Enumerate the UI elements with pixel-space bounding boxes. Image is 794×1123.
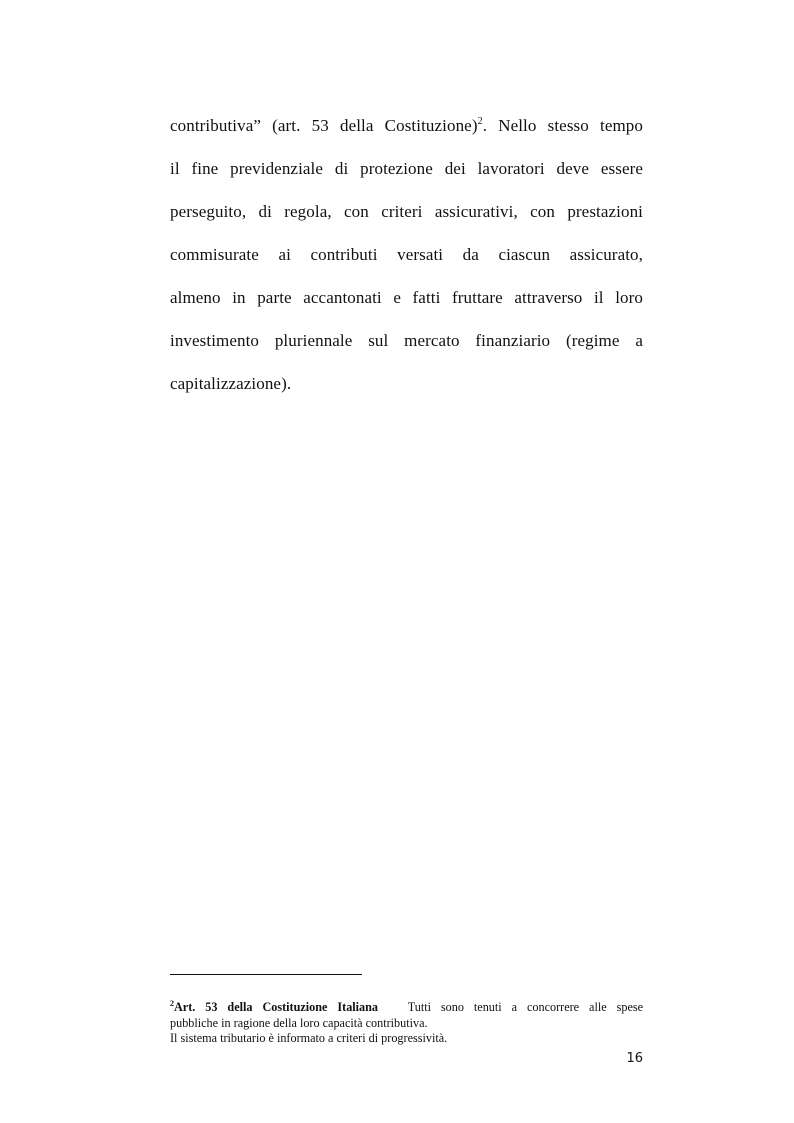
body-line: capitalizzazione). (170, 374, 292, 393)
body-paragraph (170, 104, 643, 405)
footnote-heading: Art. 53 della Costituzione Italiana (174, 1000, 379, 1014)
page-number: 16 (626, 1051, 643, 1066)
body-text-segment: contributiva” (art. 53 della Costituzione) (170, 116, 478, 135)
body-line: investimento pluriennale sul mercato finanziario (regime a (170, 331, 643, 350)
footnote-line (170, 1000, 643, 1016)
body-line: almeno in parte accantonati e fatti fruttare attraverso il loro (170, 288, 643, 307)
footnote-text: Tutti sono tenuti a concorrere alle spese (407, 1000, 644, 1014)
body-line (170, 104, 643, 147)
body-line: il fine previdenziale di protezione dei lavoratori deve essere (170, 159, 643, 178)
footnote-reference[interactable]: 2 (477, 116, 483, 127)
body-line: commisurate ai contributi versati da ciascun assicurato, (170, 245, 643, 264)
footnote-marker: 2 (170, 999, 174, 1008)
footnote-separator (170, 974, 362, 975)
body-text-segment: . Nello stesso tempo (482, 116, 643, 135)
footnote (170, 1000, 643, 1047)
footnote-line: pubbliche in ragione della loro capacità contributiva. (170, 1015, 428, 1030)
footnote-line: Il sistema tributario è informato a criteri di progressività. (170, 1031, 448, 1045)
body-line: perseguito, di regola, con criteri assicurativi, con prestazioni (170, 202, 643, 221)
